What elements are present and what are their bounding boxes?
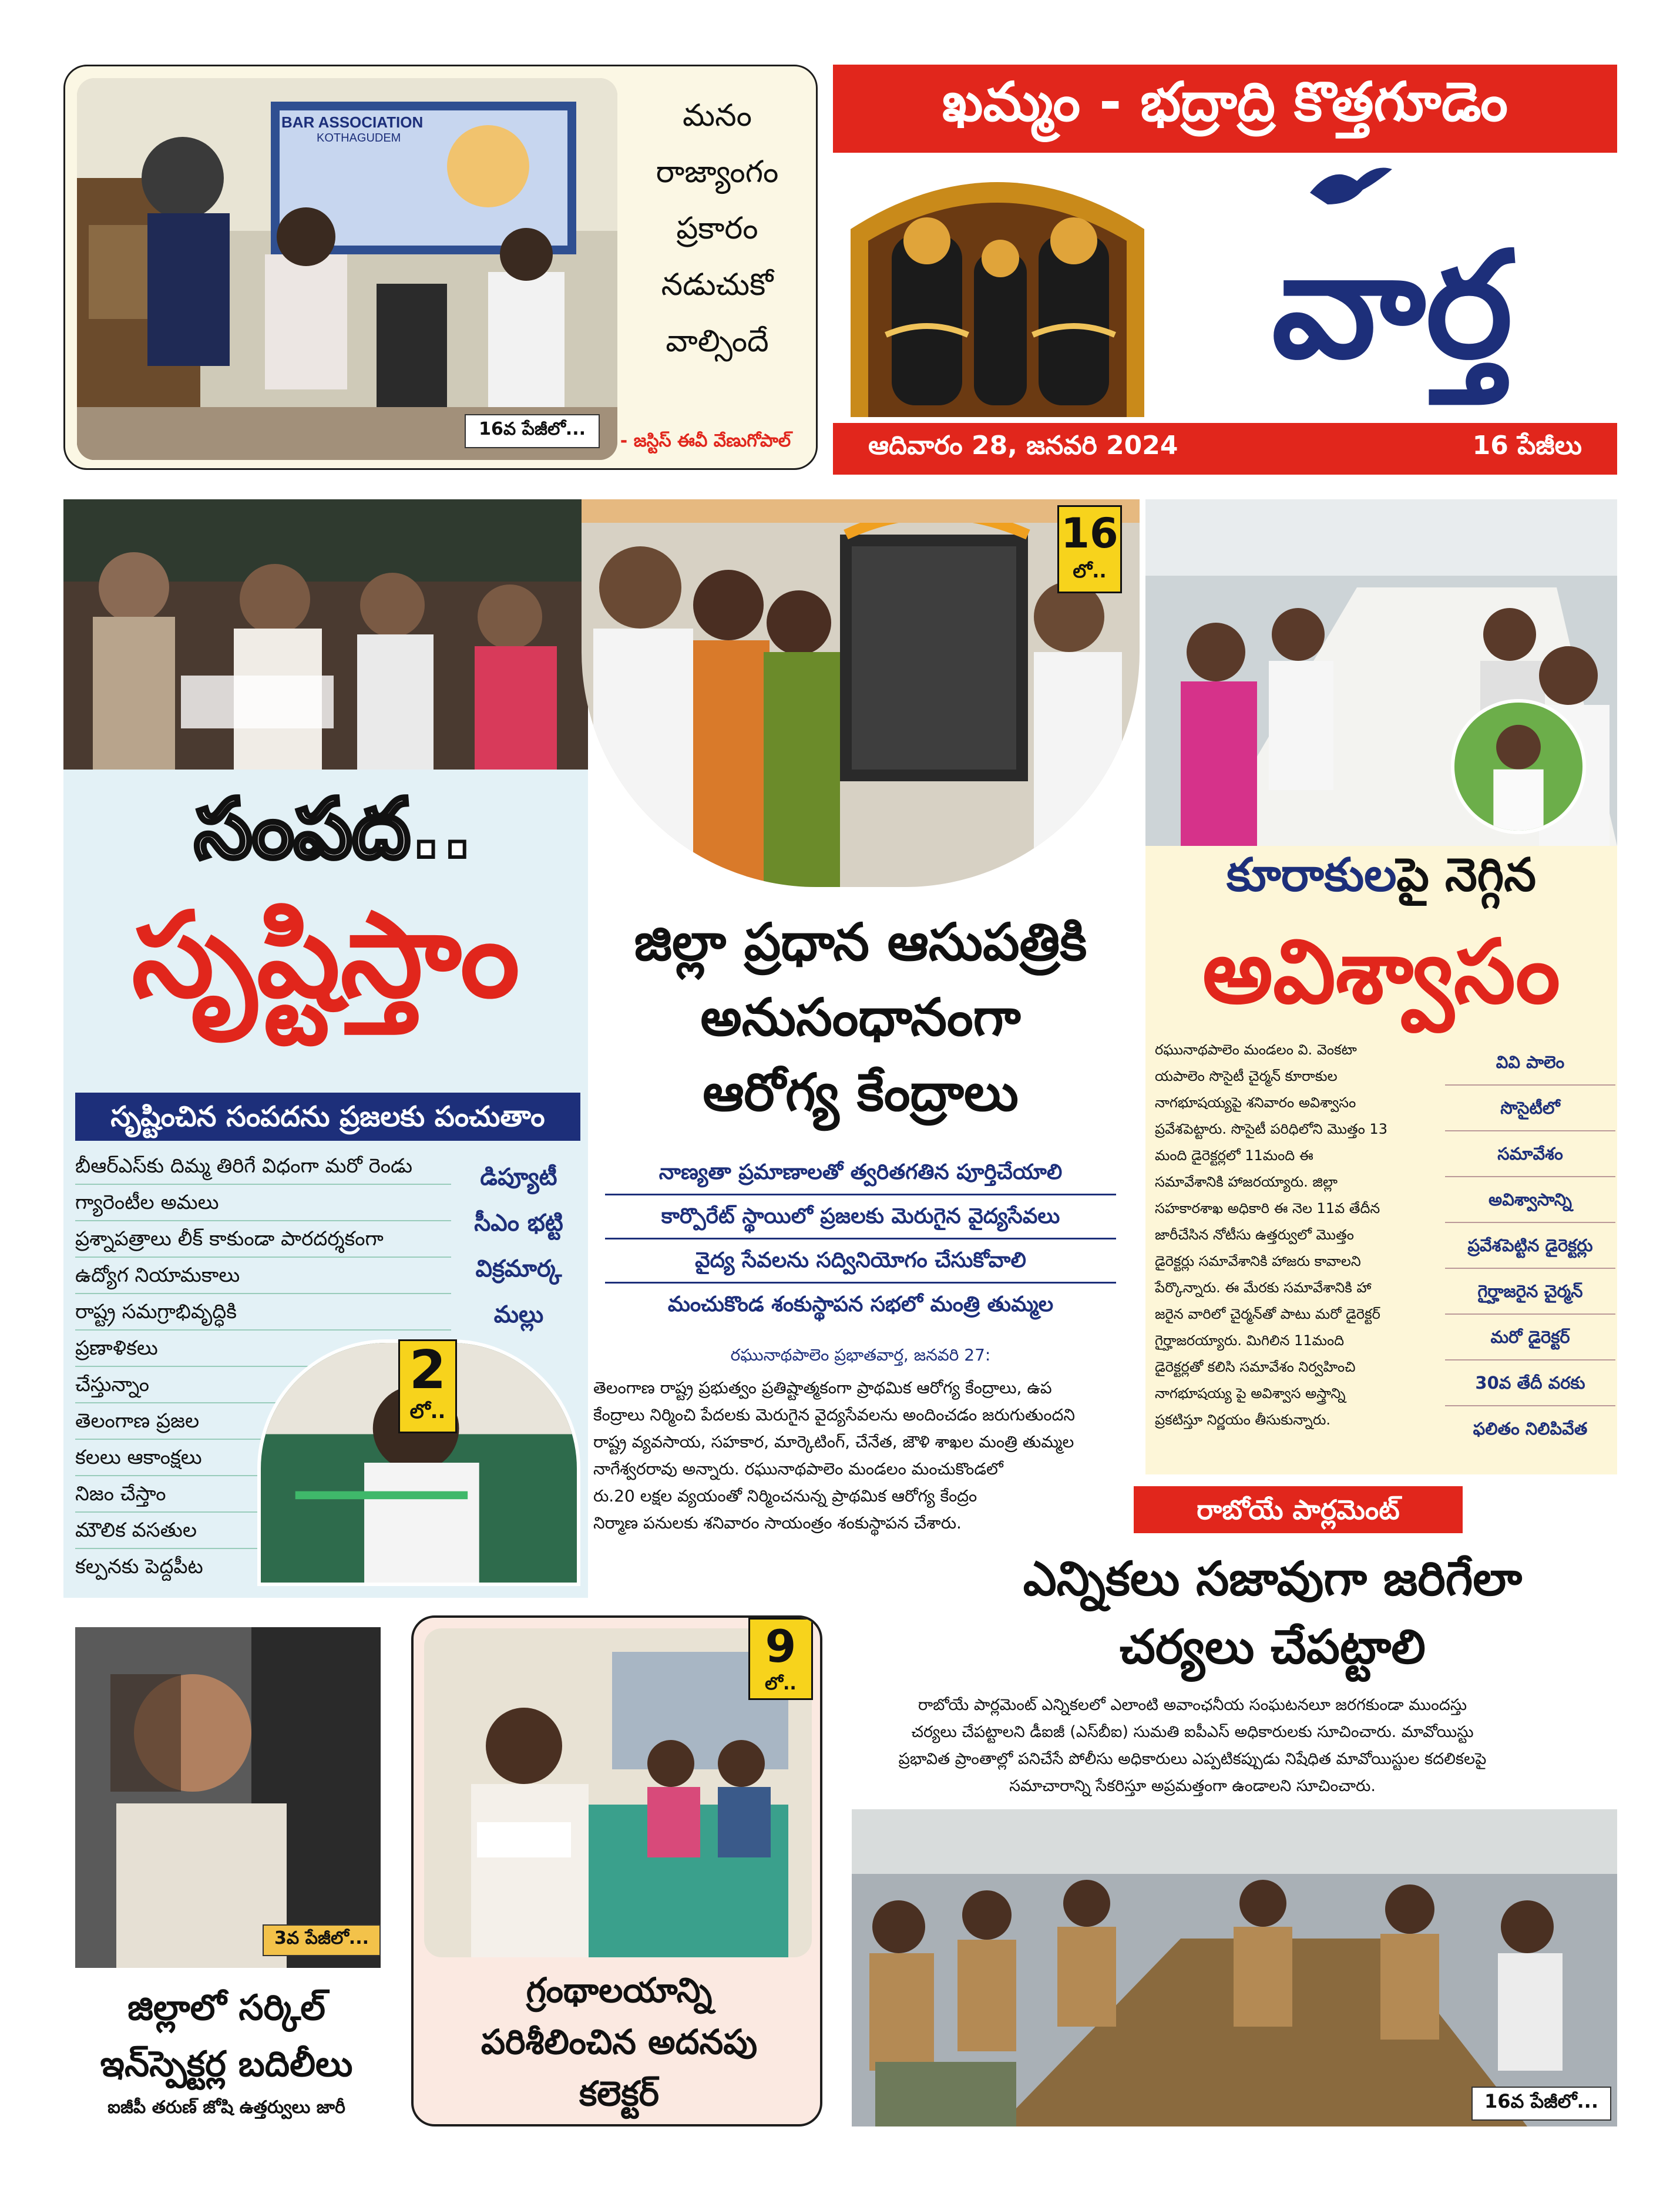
body-line: ప్రకటిస్తూ నిర్ణయం తీసుకున్నారు.: [1155, 1412, 1331, 1428]
lead-left-headline: సృష్టిస్తాం: [132, 887, 520, 1024]
page-ref-badge: 3వ పేజీలో...: [263, 1924, 381, 1956]
body-line: మంది డైరెక్టర్లలో 11మంది ఈ: [1155, 1147, 1313, 1164]
body-line: సమావేశానికి హాజరయ్యారు. జిల్లా: [1155, 1174, 1338, 1190]
speaker-line: సీఎం భట్టి: [474, 1210, 563, 1237]
lead-right-body: [1155, 1037, 1437, 1433]
lead-center-highlights: [605, 1151, 1116, 1326]
lead-left-subhead: సృష్టించిన సంపదను ప్రజలకు పంచుతాం: [75, 1093, 580, 1141]
election-headline: [928, 1545, 1617, 1681]
lead-left-story: [63, 499, 588, 1598]
side-point: 30వ తేదీ వరకు: [1445, 1360, 1615, 1406]
bottom-center-story: [411, 1615, 822, 2126]
bottom-center-page-badge: [748, 1618, 813, 1700]
bullet-point: ప్రశ్నాపత్రాలు లీక్ కాకుండా పారదర్శకంగా: [75, 1221, 451, 1258]
lead-right-side-points: [1445, 1040, 1615, 1451]
inspector-photo: [75, 1627, 381, 1968]
body-line: డైరెక్టర్లతో కలిసి సమావేశం నిర్వహించి: [1155, 1359, 1356, 1375]
body-line: సహకారశాఖ అధికారి ఈ నెల 11వ తేదీన: [1155, 1200, 1380, 1217]
masthead-brand: వార్త: [1271, 220, 1513, 391]
side-point: ఫలితం నిలిపివేత: [1473, 1419, 1588, 1439]
masthead-region: ఖమ్మం - భద్రాద్రి కొత్తగూడెం: [942, 70, 1508, 133]
body-line: రు.20 లక్షల వ్యయంతో నిర్మించనున్న ప్రాథమిక ఆరోగ్య కేంద్రం: [593, 1486, 977, 1506]
bar-association-photo: [77, 78, 617, 460]
highlight-line: మంచుకొండ శంకుస్థాపన సభలో మంత్రి తుమ్మల: [667, 1292, 1054, 1316]
headline-line: ఇన్‌స్పెక్టర్ల బదిలీలు: [100, 2044, 353, 2085]
top-left-headline: [629, 88, 805, 369]
bullet-point: కలలు ఆకాంక్షలు: [75, 1440, 451, 1476]
lead-right-headline-line1: [1145, 840, 1617, 911]
lead-right-story: [1145, 499, 1617, 1474]
headline-line: వాల్సిందే: [666, 324, 769, 359]
masthead-date-bar: [833, 423, 1617, 475]
lead-center-headline: [582, 905, 1140, 1130]
bullet-point: మౌలిక వసతుల: [75, 1513, 451, 1549]
lead-center-page-badge: [1057, 505, 1122, 593]
bottom-left-headline: [63, 1980, 389, 2092]
body-line: పేర్కొన్నారు. ఈ మేరకు సమావేశానికి హా: [1155, 1279, 1372, 1296]
headline-line: గ్రంథాలయాన్ని: [526, 1970, 713, 2010]
inauguration-photo: [582, 499, 1140, 887]
top-left-byline: - జస్టిస్ ఈవీ వేణుగోపాల్: [620, 431, 791, 451]
page-ref-badge: 16వ పేజీలో...: [465, 414, 600, 448]
top-left-box: [63, 65, 818, 470]
bottom-left-story: [63, 1615, 389, 2126]
side-point: వివి పాలెం: [1445, 1040, 1615, 1086]
headline-line: జిల్లా ప్రధాన ఆసుపత్రికి: [634, 912, 1087, 972]
bullet-point: గ్యారెంటీల అమలు: [75, 1185, 451, 1221]
body-line: రఘునాథపాలెం మండలం వి. వెంకటా: [1155, 1042, 1357, 1058]
bullet-point: ఉద్యోగ నియామకాలు: [75, 1258, 451, 1294]
side-point: అవిశ్వాసాన్ని: [1445, 1177, 1615, 1223]
masthead-pages: 16 పేజీలు: [1472, 431, 1582, 461]
body-line: నాగేశ్వరరావు అన్నారు. రఘునాథపాలెం మండలం మంచుకొండలో: [593, 1459, 1003, 1479]
body-line: ప్రభావిత ప్రాంతాల్లో పనిచేసే పోలీసు అధికారులు ఎప్పటికప్పుడు నిషేధిత మావోయిస్టుల కదలికలపై: [898, 1750, 1487, 1768]
speaker-line: మల్లు: [493, 1301, 544, 1328]
body-line: జరైన వారిలో చైర్మన్‌తో పాటు మరో డైరెక్టర్: [1155, 1306, 1380, 1322]
body-line: గైర్హాజరయ్యారు. మిగిలిన 11మంది: [1155, 1332, 1345, 1349]
page-suffix: లో..: [409, 1400, 446, 1423]
headline-line: ఆరోగ్య కేంద్రాలు: [703, 1062, 1019, 1123]
headline-line: నడుచుకో: [661, 267, 774, 303]
body-line: సమాచారాన్ని సేకరిస్తూ అప్రమత్తంగా ఉండాలని సూచించారు.: [1009, 1777, 1376, 1795]
election-body: [775, 1692, 1610, 1800]
temple-deity-icon: [833, 159, 1162, 417]
bottom-left-subhead: ఐజీపీ తరుణ్ జోషి ఉత్తర్వులు జారీ: [107, 2097, 345, 2118]
headline-line: చర్యలు చేపట్టాలి: [1120, 1620, 1426, 1674]
body-line: జారీచేసిన నోటీసు ఉత్తర్వులో మొత్తం: [1155, 1227, 1354, 1243]
bullet-point: బీఆర్ఎస్‌కు దిమ్మ తిరిగే విధంగా మరో రెండు: [75, 1148, 451, 1185]
page-number: 16: [1061, 509, 1118, 557]
lead-center-dateline: రఘునాథపాలెం ప్రభాతవార్త, జనవరి 27:: [730, 1345, 991, 1365]
banner-line: KOTHAGUDEM: [317, 132, 401, 145]
page-number: 9: [765, 1620, 797, 1672]
masthead-date: ఆదివారం 28, జనవరి 2024: [868, 431, 1178, 461]
page-number: 2: [409, 1339, 446, 1401]
page-suffix: లో..: [765, 1674, 797, 1694]
body-line: నాగభూషయ్యపై శనివారం అవిశ్వాసం: [1155, 1094, 1356, 1111]
speaker-line: విక్రమార్క: [475, 1255, 562, 1282]
headline-line: జిల్లాలో సర్కిల్: [127, 1987, 325, 2028]
body-line: రాబోయే పార్లమెంట్ ఎన్నికలలో ఎలాంటి అవాంఛనీయ సంఘటనలూ జరగకుండా ముందస్తు: [918, 1696, 1467, 1714]
headline-line: రాజ్యాంగం: [656, 154, 779, 190]
election-kicker: రాబోయే పార్లమెంట్: [1134, 1486, 1463, 1533]
dove-logo-icon: [1304, 157, 1398, 216]
masthead-region-bar: [833, 65, 1617, 153]
highlight-line: నాణ్యతా ప్రమాణాలతో త్వరితగతిన పూర్తిచేయాలి: [605, 1151, 1116, 1195]
bullet-point: నిజం చేస్తాం: [75, 1476, 451, 1513]
body-line: యపాలెం సొసైటీ చైర్మన్ కూరాకుల: [1155, 1068, 1338, 1084]
headline-line: మనం: [683, 98, 752, 133]
body-line: తెలంగాణ రాష్ట్ర ప్రభుత్వం ప్రతిష్టాత్మకంగా ప్రాథమిక ఆరోగ్య కేంద్రాలు, ఉప: [593, 1378, 1052, 1397]
lead-center-story: [582, 499, 1140, 1598]
headline-line: కలెక్టర్: [579, 2074, 660, 2114]
page-suffix: లో..: [1073, 560, 1107, 582]
body-line: నిర్మాణ పనులకు శనివారం సాయంత్రం శంకుస్థాపన చేశారు.: [593, 1513, 962, 1533]
lead-left-speaker: [451, 1154, 586, 1338]
side-point: గైర్హాజరైన చైర్మన్: [1445, 1269, 1615, 1315]
banner-line: BAR ASSOCIATION: [281, 113, 424, 131]
highlight-line: వైద్య సేవలను సద్వినియోగం చేసుకోవాలి: [605, 1239, 1116, 1284]
headline-line: ఎన్నికలు సజావుగా జరిగేలా: [1023, 1551, 1523, 1606]
headline-rest: పై నెగ్గిన: [1396, 849, 1537, 902]
masthead-temple: [833, 159, 1162, 417]
headline-line: పరిశీలించిన అదనపు: [481, 2022, 758, 2062]
lead-left-kicker: సంపద..: [194, 781, 473, 877]
bullet-point: రాష్ట్ర సమగ్రాభివృద్ధికి: [75, 1294, 451, 1331]
headline-line: ప్రకారం: [676, 211, 758, 246]
body-line: రాష్ట్ర వ్యవసాయ, సహకార, మార్కెటింగ్, చేనేత, జౌళి శాఖల మంత్రి తుమ్మల: [593, 1432, 1074, 1452]
headline-name: కూరాకుల: [1226, 849, 1397, 902]
side-point: మరో డైరెక్టర్: [1445, 1315, 1615, 1360]
lead-right-headline-line2: అవిశ్వాసం: [1202, 921, 1560, 1023]
bullet-point: ప్రణాళికలు: [75, 1331, 451, 1367]
body-line: చర్యలు చేపట్టాలని డీఐజీ (ఎస్‌బీఐ) సుమతి ఐపీఎస్ అధికారులకు సూచించారు. మావోయిస్టు: [911, 1723, 1474, 1741]
speaker-line: డిప్యూటీ: [480, 1164, 557, 1191]
bullet-point: కల్పనకు పెద్దపీట: [75, 1555, 203, 1578]
headline-line: అనుసంధానంగా: [700, 987, 1021, 1047]
celebration-photo: [63, 499, 588, 770]
body-line: నాగభూషయ్య పై అవిశ్వాస అస్త్రాన్ని: [1155, 1385, 1346, 1402]
lead-left-page-badge: [398, 1339, 457, 1433]
bullet-point: తెలంగాణ ప్రజల: [75, 1403, 451, 1440]
bullet-point: చేస్తున్నాం: [75, 1367, 451, 1403]
bottom-center-headline: [414, 1964, 822, 2119]
body-line: డైరెక్టర్లు సమావేశానికి హాజరు కావాలని: [1155, 1253, 1361, 1269]
body-line: కేంద్రాలు నిర్మించి పేదలకు మెరుగైన వైద్యసేవలను అందించడం జరుగుతుందని: [593, 1405, 1075, 1425]
side-point: ప్రవేశపెట్టిన డైరెక్టర్లు: [1445, 1223, 1615, 1269]
highlight-line: కార్పొరేట్ స్థాయిలో ప్రజలకు మెరుగైన వైద్యసేవలు: [605, 1195, 1116, 1239]
side-point: సొసైటీలో: [1445, 1086, 1615, 1131]
body-line: ప్రవేశపెట్టారు. సొసైటీ పరిధిలోని మొత్తం 13: [1155, 1121, 1387, 1137]
page-ref-badge: 16వ పేజీలో...: [1471, 2087, 1611, 2121]
side-point: సమావేశం: [1445, 1131, 1615, 1177]
police-meeting-photo: [852, 1809, 1617, 2126]
chairman-portrait: [1451, 699, 1586, 834]
